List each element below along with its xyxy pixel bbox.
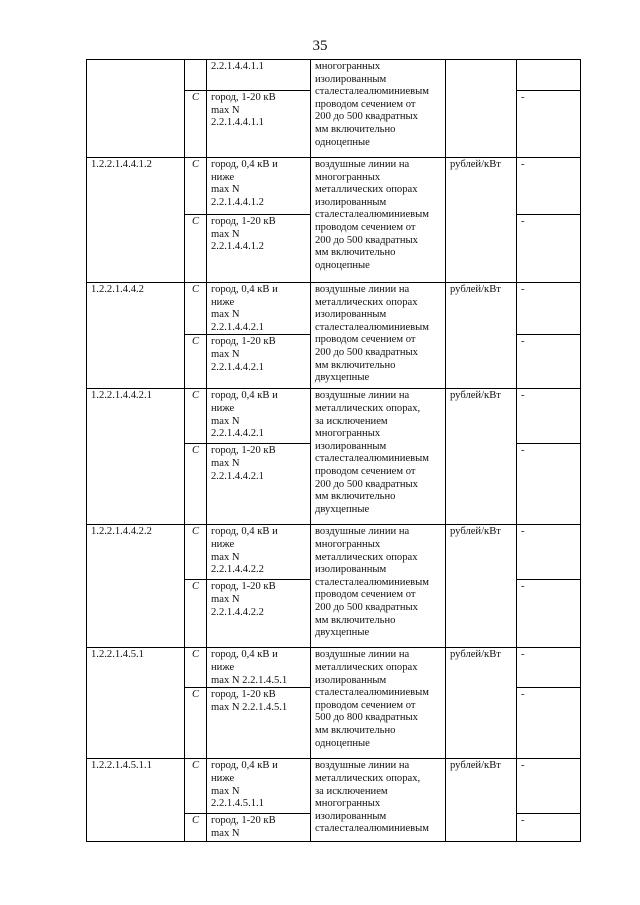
unit-cell: рублей/кВт <box>446 283 517 389</box>
group-letter: С <box>185 389 207 444</box>
value-cell: - <box>517 525 581 580</box>
item-code: 1.2.2.1.4.4.2.2 <box>87 525 185 648</box>
table-row <box>87 759 581 814</box>
group-letter: С <box>185 814 207 842</box>
value-cell: - <box>517 580 581 648</box>
condition-cell: город, 1-20 кВ max N 2.2.1.4.4.1.1 <box>207 91 311 158</box>
condition-cell: город, 1-20 кВ max N 2.2.1.4.5.1 <box>207 688 311 759</box>
table-row <box>87 283 581 335</box>
group-letter: С <box>185 525 207 580</box>
table-row <box>87 60 581 91</box>
unit-cell <box>446 60 517 158</box>
group-letter: С <box>185 158 207 215</box>
tariff-table <box>86 59 581 842</box>
condition-cell: город, 1-20 кВ max N 2.2.1.4.4.1.2 <box>207 215 311 283</box>
description-cell: воздушные линии на многогранных металлических опорах изолированным сталесталеалюминиевым проводом сечением от 200 до 500 квадратных мм включительно двухцепные <box>311 525 446 648</box>
unit-cell: рублей/кВт <box>446 158 517 283</box>
item-code: 1.2.2.1.4.4.2.1 <box>87 389 185 525</box>
condition-cell: город, 1-20 кВ max N 2.2.1.4.4.2.1 <box>207 444 311 525</box>
value-cell: - <box>517 335 581 389</box>
table-row <box>87 158 581 215</box>
group-letter <box>185 60 207 91</box>
condition-cell: город, 0,4 кВ и ниже max N 2.2.1.4.4.1.2 <box>207 158 311 215</box>
unit-cell: рублей/кВт <box>446 759 517 842</box>
table-row <box>87 648 581 688</box>
group-letter: С <box>185 648 207 688</box>
value-cell: - <box>517 759 581 814</box>
item-code: 1.2.2.1.4.4.1.2 <box>87 158 185 283</box>
description-cell: воздушные линии на металлических опорах, за исключением многогранных изолированным сталесталеалюминиевым <box>311 759 446 842</box>
condition-cell: город, 0,4 кВ и ниже max N 2.2.1.4.4.2.1 <box>207 389 311 444</box>
group-letter: С <box>185 335 207 389</box>
page-number: 35 <box>312 38 328 54</box>
condition-cell: город, 0,4 кВ и ниже max N 2.2.1.4.5.1 <box>207 648 311 688</box>
description-cell: воздушные линии на металлических опорах изолированным сталесталеалюминиевым проводом сечением от 500 до 800 квадратных мм включительно одноцепные <box>311 648 446 759</box>
unit-cell: рублей/кВт <box>446 648 517 759</box>
group-letter: С <box>185 91 207 158</box>
unit-cell: рублей/кВт <box>446 525 517 648</box>
condition-cell: город, 1-20 кВ max N 2.2.1.4.4.2.2 <box>207 580 311 648</box>
item-code: 1.2.2.1.4.5.1 <box>87 648 185 759</box>
group-letter: С <box>185 688 207 759</box>
value-cell: - <box>517 688 581 759</box>
description-cell: воздушные линии на металлических опорах, за исключением многогранных изолированным сталесталеалюминиевым проводом сечением от 200 до 500 квадратных мм включительно двухцепные <box>311 389 446 525</box>
group-letter: С <box>185 283 207 335</box>
value-cell: - <box>517 158 581 215</box>
condition-cell: город, 0,4 кВ и ниже max N 2.2.1.4.4.2.1 <box>207 283 311 335</box>
value-cell: - <box>517 283 581 335</box>
condition-cell: 2.2.1.4.4.1.1 <box>207 60 311 91</box>
value-cell: - <box>517 215 581 283</box>
value-cell: - <box>517 444 581 525</box>
table-row <box>87 389 581 444</box>
table-row <box>87 525 581 580</box>
condition-cell: город, 1-20 кВ max N <box>207 814 311 842</box>
item-code: 1.2.2.1.4.5.1.1 <box>87 759 185 842</box>
condition-cell: город, 0,4 кВ и ниже max N 2.2.1.4.5.1.1 <box>207 759 311 814</box>
description-cell: воздушные линии на металлических опорах изолированным сталесталеалюминиевым проводом сечением от 200 до 500 квадратных мм включительно двухцепные <box>311 283 446 389</box>
value-cell: - <box>517 91 581 158</box>
description-cell: многогранных изолированным сталесталеалюминиевым проводом сечением от 200 до 500 квадратных мм включительно одноцепные <box>311 60 446 158</box>
condition-cell: город, 0,4 кВ и ниже max N 2.2.1.4.4.2.2 <box>207 525 311 580</box>
item-code: 1.2.2.1.4.4.2 <box>87 283 185 389</box>
item-code <box>87 60 185 158</box>
value-cell: - <box>517 648 581 688</box>
value-cell: - <box>517 389 581 444</box>
condition-cell: город, 1-20 кВ max N 2.2.1.4.4.2.1 <box>207 335 311 389</box>
description-cell: воздушные линии на многогранных металлических опорах изолированным сталесталеалюминиевым проводом сечением от 200 до 500 квадратных мм включительно одноцепные <box>311 158 446 283</box>
value-cell <box>517 60 581 91</box>
group-letter: С <box>185 580 207 648</box>
group-letter: С <box>185 759 207 814</box>
group-letter: С <box>185 444 207 525</box>
unit-cell: рублей/кВт <box>446 389 517 525</box>
value-cell: - <box>517 814 581 842</box>
group-letter: С <box>185 215 207 283</box>
